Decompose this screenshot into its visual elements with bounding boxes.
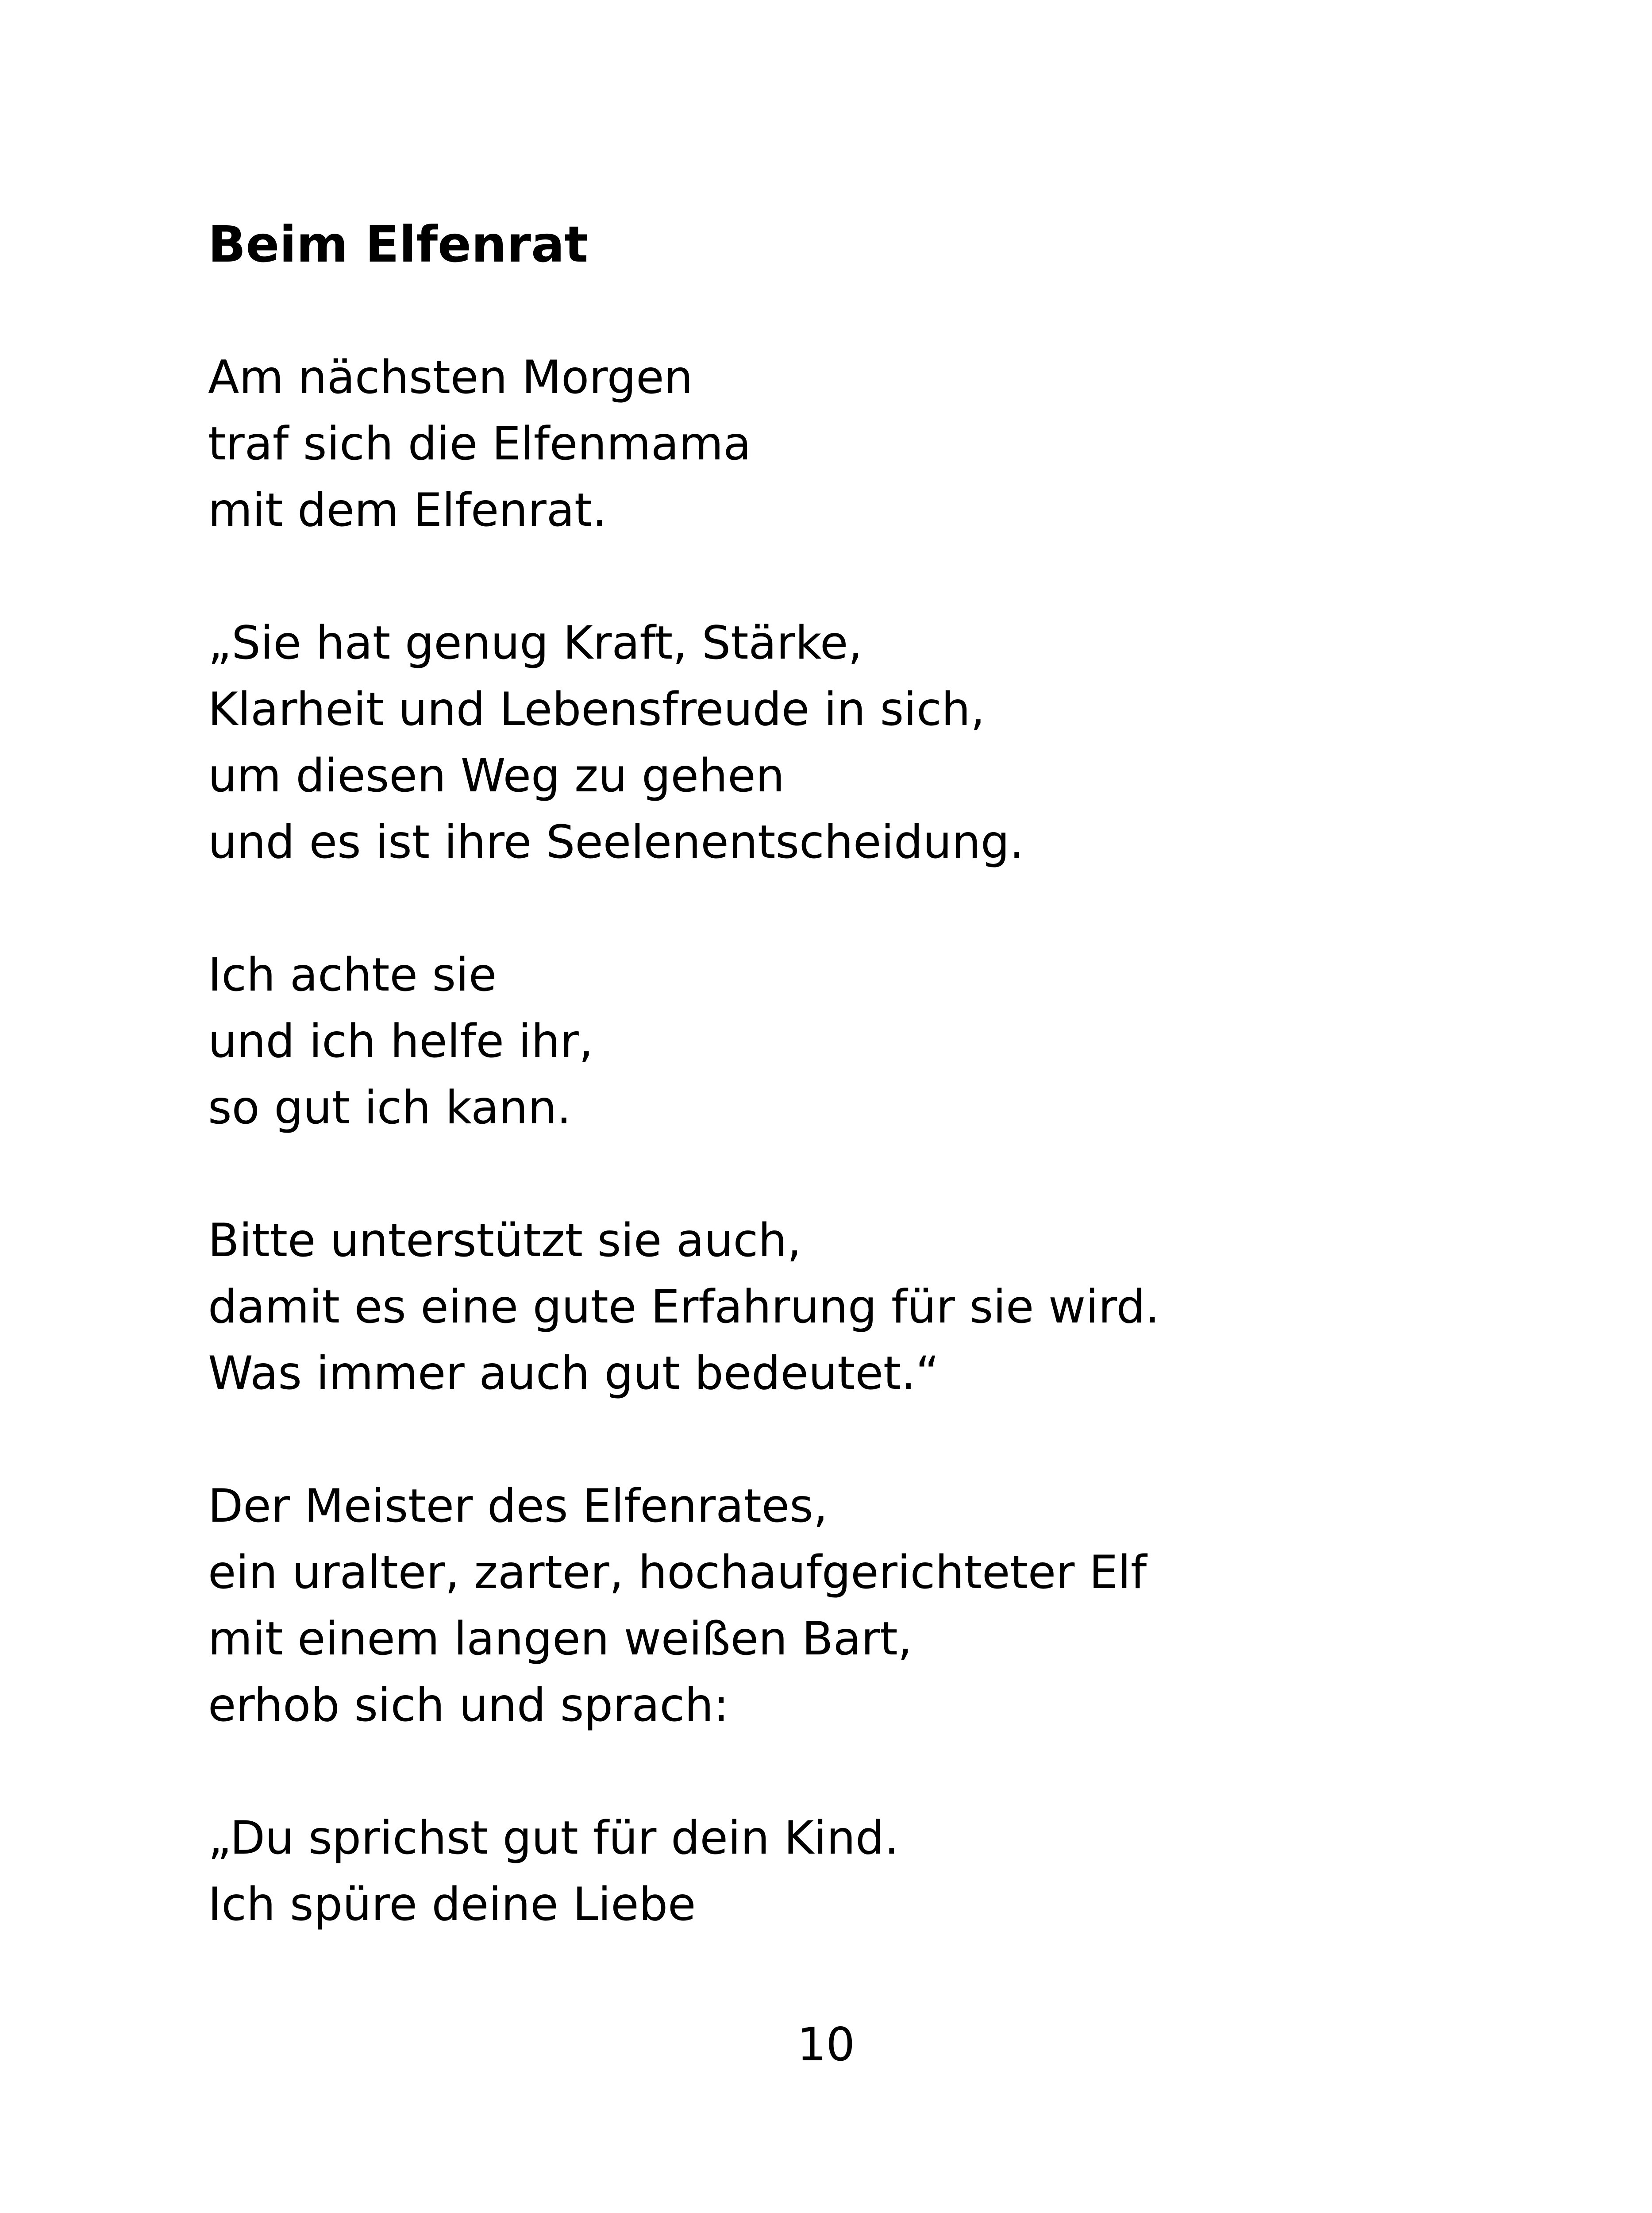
text-line: Klarheit und Lebensfreude in sich, xyxy=(208,683,985,736)
text-line: Was immer auch gut bedeutet.“ xyxy=(208,1347,940,1400)
text-line: ein uralter, zarter, hochaufgerichteter Elf xyxy=(208,1546,1147,1599)
text-line: Ich spüre deine Liebe xyxy=(208,1878,696,1931)
text-line: und es ist ihre Seelenentscheidung. xyxy=(208,816,1024,869)
text-line: Am nächsten Morgen xyxy=(208,351,693,404)
chapter-title: Beim Elfenrat xyxy=(208,216,589,274)
text-line: Bitte unterstützt sie auch, xyxy=(208,1214,802,1267)
text-line: „Sie hat genug Kraft, Stärke, xyxy=(208,617,863,670)
text-line: erhob sich und sprach: xyxy=(208,1679,729,1732)
text-line: um diesen Weg zu gehen xyxy=(208,749,785,802)
stanza-4 xyxy=(208,1207,1160,1407)
text-line: mit dem Elfenrat. xyxy=(208,484,607,537)
stanza-2 xyxy=(208,610,1024,875)
text-line: damit es eine gute Erfahrung für sie wird. xyxy=(208,1280,1160,1334)
text-line: Der Meister des Elfenrates, xyxy=(208,1480,828,1533)
stanza-5 xyxy=(208,1473,1147,1739)
text-line: und ich helfe ihr, xyxy=(208,1015,593,1068)
text-line: Ich achte sie xyxy=(208,948,497,1002)
page-number: 10 xyxy=(797,2018,855,2071)
stanza-1 xyxy=(208,344,751,544)
text-line: „Du sprichst gut für dein Kind. xyxy=(208,1812,899,1865)
text-line: so gut ich kann. xyxy=(208,1081,571,1134)
stanza-3 xyxy=(208,942,593,1141)
text-line: traf sich die Elfenmama xyxy=(208,417,751,470)
stanza-6 xyxy=(208,1805,899,1938)
text-line: mit einem langen weißen Bart, xyxy=(208,1612,913,1666)
